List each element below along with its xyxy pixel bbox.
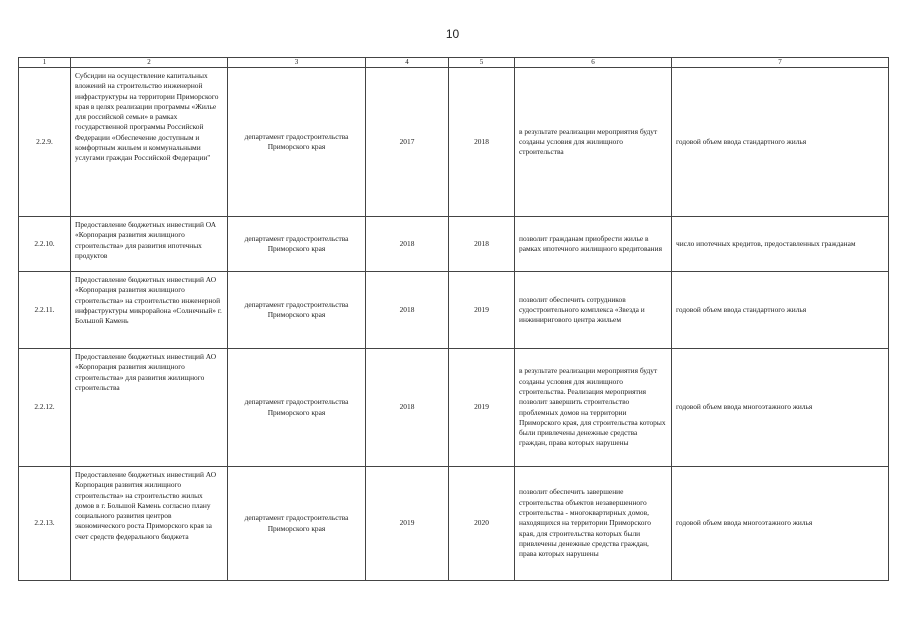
indicator: годовой объем ввода многоэтажного жилья xyxy=(672,467,889,581)
event-name: Субсидии на осуществление капитальных вложений на строительство инженерной инфраструктуры на территории Приморского края в целях реализации программы «Жилье для российской семьи» в рамках государственной программы Российской Федерации «Обеспечение доступным и комфортным жильем и коммунальными услугами граждан Российской Федерации" xyxy=(71,68,228,217)
column-number: 7 xyxy=(672,58,889,68)
expected-result: в результате реализации мероприятия будут созданы условия для жилищного строительства. Реализация мероприятия позволит завершить строительство проблемных домов на территории Приморского края, для строительства которых были привлечены денежные средства граждан, права которых нарушены xyxy=(515,349,672,467)
column-number: 5 xyxy=(449,58,515,68)
executor: департамент градостроительства Приморского края xyxy=(228,349,366,467)
table-header-row xyxy=(19,58,889,68)
end-year: 2019 xyxy=(449,349,515,467)
end-year: 2018 xyxy=(449,217,515,272)
end-year: 2020 xyxy=(449,467,515,581)
event-name: Предоставление бюджетных инвестиций АО «Корпорация развития жилищного строительства» для развития жилищного строительства xyxy=(71,349,228,467)
executor: департамент градостроительства Приморского края xyxy=(228,68,366,217)
column-number: 2 xyxy=(71,58,228,68)
expected-result: позволит обеспечить сотрудников судостроительного комплекса «Звезда и инжиниригового центра жильем xyxy=(515,272,672,349)
start-year: 2018 xyxy=(366,349,449,467)
event-name: Предоставление бюджетных инвестиций ОА «Корпорация развития жилищного строительства» для развития ипотечных продуктов xyxy=(71,217,228,272)
event-name: Предоставление бюджетных инвестиций АО «Корпорация развития жилищного строительства» на строительство инженерной инфраструктуры микрорайона «Солнечный» г. Большой Камень xyxy=(71,272,228,349)
executor: департамент градостроительства Приморского края xyxy=(228,217,366,272)
program-measures-table xyxy=(18,57,889,581)
table-row xyxy=(19,349,889,467)
item-number: 2.2.9. xyxy=(19,68,71,217)
item-number: 2.2.10. xyxy=(19,217,71,272)
item-number: 2.2.11. xyxy=(19,272,71,349)
indicator: годовой объем ввода стандартного жилья xyxy=(672,272,889,349)
executor: департамент градостроительства Приморского края xyxy=(228,467,366,581)
expected-result: позволит обеспечить завершение строительства объектов незавершенного строительства - многоквартирных домов, находящихся на территории Приморского края, для строительства которых были привлечены денежные средства граждан, права которых нарушены xyxy=(515,467,672,581)
table-row xyxy=(19,68,889,217)
start-year: 2019 xyxy=(366,467,449,581)
expected-result: позволит гражданам приобрести жилье в рамках ипотечного жилищного кредитования xyxy=(515,217,672,272)
executor: департамент градостроительства Приморского края xyxy=(228,272,366,349)
expected-result: в результате реализации мероприятия будут созданы условия для жилищного строительства xyxy=(515,68,672,217)
column-number: 1 xyxy=(19,58,71,68)
event-name: Предоставление бюджетных инвестиций АО Корпорация развития жилищного строительства» на строительство жилых домов в г. Большой Камень согласно плану социального развития центров экономического роста Приморского края за счет средств федерального бюджета xyxy=(71,467,228,581)
indicator: число ипотечных кредитов, предоставленных гражданам xyxy=(672,217,889,272)
indicator: годовой объем ввода стандартного жилья xyxy=(672,68,889,217)
column-number: 6 xyxy=(515,58,672,68)
column-number: 4 xyxy=(366,58,449,68)
start-year: 2018 xyxy=(366,272,449,349)
table-row xyxy=(19,272,889,349)
start-year: 2018 xyxy=(366,217,449,272)
end-year: 2019 xyxy=(449,272,515,349)
item-number: 2.2.12. xyxy=(19,349,71,467)
column-number: 3 xyxy=(228,58,366,68)
indicator: годовой объем ввода многоэтажного жилья xyxy=(672,349,889,467)
start-year: 2017 xyxy=(366,68,449,217)
page-number: 10 xyxy=(445,27,460,41)
item-number: 2.2.13. xyxy=(19,467,71,581)
table-row xyxy=(19,467,889,581)
end-year: 2018 xyxy=(449,68,515,217)
table-row xyxy=(19,217,889,272)
